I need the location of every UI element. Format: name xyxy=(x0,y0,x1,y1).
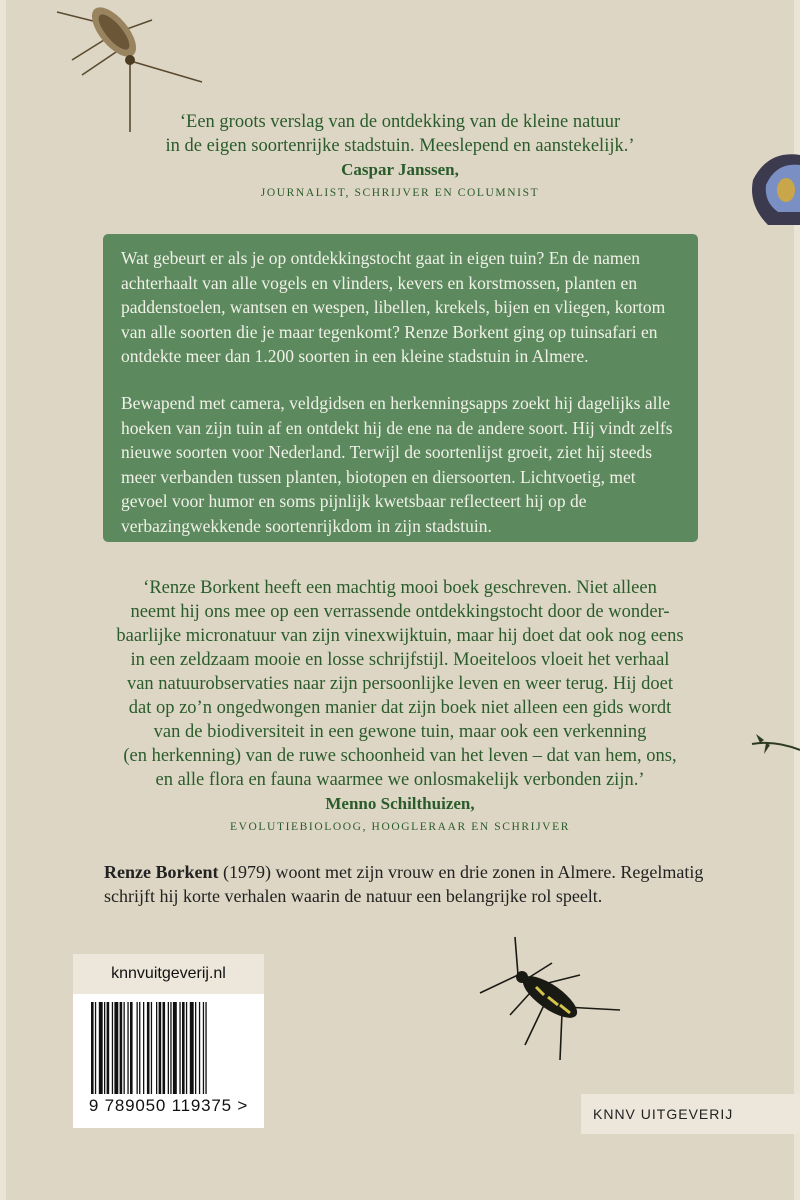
author-bio xyxy=(104,860,704,908)
author-name: Renze Borkent xyxy=(104,862,219,882)
barcode-bar xyxy=(120,1002,123,1094)
barcode-bar xyxy=(104,1002,105,1094)
quote-top xyxy=(0,110,800,204)
barcode-bar xyxy=(91,1002,94,1094)
author-bio-text: (1979) woont met zijn vrouw en drie zonen in Almere. Regelmatig schrijft hij korte verhalen waarin de natuur een belangrijke rol speelt. xyxy=(104,862,704,906)
barcode-bar xyxy=(190,1002,194,1094)
barcode-bar xyxy=(179,1002,180,1094)
quote-bottom-line: ‘Renze Borkent heeft een machtig mooi boek geschreven. Niet alleen xyxy=(143,578,657,598)
barcode-bar xyxy=(127,1002,128,1094)
barcode-bar xyxy=(107,1002,110,1094)
barcode-bar xyxy=(124,1002,125,1094)
quote-bottom-line: van natuurobservaties naar zijn persoonlijke leven en weer terug. Hij doet xyxy=(126,674,674,694)
barcode-bar xyxy=(182,1002,185,1094)
barcode-bar xyxy=(95,1002,96,1094)
quote-bottom-line: in een zeldzaam mooie en losse schrijfstijl. Moeiteloos vloeit het verhaal xyxy=(130,650,670,670)
description-paragraph-2: Bewapend met camera, veldgidsen en herkenningsapps zoekt hij dagelijks alle hoeken van zijn tuin af en ontdekt hij de ene na de andere soort. Hij vindt zelfs nieuwe soorten voor Nederland. Terwijl de soortenlijst groeit, ziet hij steeds meer verbanden tussen planten, biotopen en diersoorten. Lichtvoetig, met gevoel voor humor en soms pijnlijk kwetsbaar reflecteert hij op de verbazingwekkende soortenrijkdom in zijn stadstuin. xyxy=(121,392,673,536)
quote-bottom-role: EVOLUTIEBIOLOOG, HOOGLERAAR EN SCHRIJVER xyxy=(230,821,570,833)
barcode-bar xyxy=(203,1002,204,1094)
publisher-label: KNNV UITGEVERIJ xyxy=(581,1094,800,1134)
barcode-bar xyxy=(112,1002,113,1094)
quote-bottom-line: van de biodiversiteit in een gewone tuin, maar ook een verkenning xyxy=(153,722,647,742)
barcode-bar xyxy=(199,1002,200,1094)
barcode-bar xyxy=(130,1002,133,1094)
barcode-bar xyxy=(139,1002,140,1094)
barcode-bar xyxy=(195,1002,196,1094)
publisher-url[interactable]: knnvuitgeverij.nl xyxy=(73,954,264,994)
barcode-bar xyxy=(137,1002,138,1094)
description-box xyxy=(103,234,698,542)
quote-bottom-line: neemt hij ons mee op een verrassende ontdekkingstocht door de wonder- xyxy=(130,602,670,622)
quote-bottom-line: (en herkenning) van de ruwe schoonheid van het leven – dat van hem, ons, xyxy=(123,746,677,766)
quote-bottom-line: baarlijke micronatuur van zijn vinexwijktuin, maar hij doet dat ook nog eens xyxy=(116,626,684,646)
quote-top-line1: ‘Een groots verslag van de ontdekking van de kleine natuur xyxy=(179,112,621,132)
barcode-bar xyxy=(163,1002,166,1094)
barcode-bar xyxy=(168,1002,169,1094)
barcode-bar xyxy=(186,1002,187,1094)
quote-bottom-author: Menno Schilthuizen, xyxy=(325,794,475,813)
barcode-bar xyxy=(151,1002,152,1094)
barcode-bars xyxy=(91,1002,246,1094)
barcode-bar xyxy=(147,1002,150,1094)
isbn-barcode xyxy=(73,994,264,1128)
quote-bottom xyxy=(0,576,800,838)
quote-bottom-line: en alle flora en fauna waarmee we onlosmakelijk verbonden zijn.’ xyxy=(155,770,645,790)
barcode-bar xyxy=(170,1002,171,1094)
wasp-beetle-illustration xyxy=(470,935,630,1065)
barcode-digits: 9 789050 119375 > xyxy=(88,1096,249,1115)
barcode-bar xyxy=(143,1002,144,1094)
barcode-bar xyxy=(156,1002,157,1094)
barcode-bar xyxy=(205,1002,206,1094)
barcode-bar xyxy=(114,1002,118,1094)
description-paragraph-1: Wat gebeurt er als je op ontdekkingstocht gaat in eigen tuin? En de namen achterhaalt van alle vogels en vlinders, kevers en korstmossen, planten en paddenstoelen, wantsen en wespen, libellen, krekels, bijen en vliegen, kortom van alle soorten die je maar tegenkomt? Renze Borkent ging op tuinsafari en ontdekte meer dan 1.200 soorten in een kleine stadstuin in Almere. xyxy=(121,248,666,367)
barcode-bar xyxy=(173,1002,177,1094)
quote-bottom-line: dat op zo’n ongedwongen manier dat zijn boek niet alleen een gids wordt xyxy=(128,698,672,718)
quote-top-role: JOURNALIST, SCHRIJVER EN COLUMNIST xyxy=(260,187,540,199)
quote-top-line2: in de eigen soortenrijke stadstuin. Meeslepend en aanstekelijk.’ xyxy=(165,136,635,156)
barcode-bar xyxy=(159,1002,162,1094)
barcode-bar xyxy=(99,1002,103,1094)
quote-top-author: Caspar Janssen, xyxy=(341,160,459,179)
